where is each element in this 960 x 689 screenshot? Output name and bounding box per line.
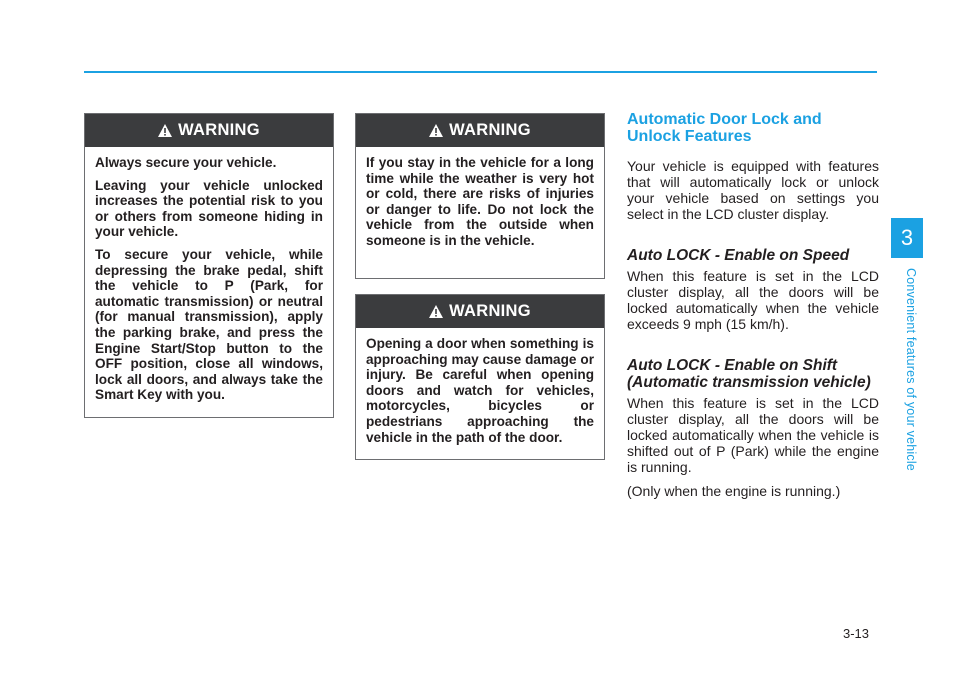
section-title xyxy=(627,112,879,145)
warning-paragraph: Leaving your vehicle unlocked increases the potential risk to you or others from someone hiding in your vehicle. xyxy=(95,177,323,240)
warning-header xyxy=(356,295,604,328)
warning-body xyxy=(356,328,604,453)
warning-body xyxy=(356,147,604,257)
warning-header xyxy=(356,114,604,147)
speed-text: When this feature is set in the LCD cluster display, all the doors will be locked automatically when the vehicle exceeds 9 mph (15 km/h). xyxy=(627,268,879,332)
page-number: 3-13 xyxy=(843,626,870,641)
section-title-line: Automatic Door Lock and xyxy=(627,111,822,128)
warning-label: WARNING xyxy=(449,302,531,320)
shift-subtitle-line: Auto LOCK - Enable on Shift xyxy=(627,357,838,374)
warning-label: WARNING xyxy=(178,121,260,139)
warning-box-hot-cold xyxy=(355,113,605,279)
shift-subtitle-line: (Automatic transmission vehicle) xyxy=(627,374,871,391)
chapter-number-tab: 3 xyxy=(891,218,923,258)
warning-paragraph: If you stay in the vehicle for a long time while the weather is very hot or cold, there are risks of injuries or danger to life. Do not lock the vehicle from the outside when someone is in the vehicle. xyxy=(366,155,594,248)
warning-label: WARNING xyxy=(449,121,531,139)
shift-note: (Only when the engine is running.) xyxy=(627,483,841,499)
warning-triangle-icon xyxy=(158,124,172,137)
shift-subtitle xyxy=(627,357,879,391)
warning-paragraph: Opening a door when something is approaching may cause damage or injury. Be careful when opening doors and watch for vehicles, motorcycles, bicycles or pedestrians approaching the vehicle in the path of the door. xyxy=(366,336,594,445)
section-title-line: Unlock Features xyxy=(627,127,752,145)
warning-body xyxy=(85,147,333,411)
auto-lock-section xyxy=(627,112,879,507)
warning-box-opening-door xyxy=(355,294,605,460)
warning-box-secure-vehicle xyxy=(84,113,334,418)
warning-triangle-icon xyxy=(429,305,443,318)
shift-text: When this feature is set in the LCD cluster display, all the doors will be locked automatically when the vehicle is shifted out of P (Park) while the engine is running. xyxy=(627,395,879,475)
warning-paragraph: To secure your vehicle, while depressing the brake pedal, shift the vehicle to P (Park, for automatic transmission) or neutral (for manual transmission), apply the parking brake, and press the Engine Start/Stop button to the OFF position, close all windows, lock all doors, and always take the Smart Key with you. xyxy=(95,246,323,403)
warning-header xyxy=(85,114,333,147)
speed-subtitle: Auto LOCK - Enable on Speed xyxy=(627,247,850,264)
section-intro: Your vehicle is equipped with features that will automatically lock or unlock your vehicle based on settings you select in the LCD cluster display. xyxy=(627,158,879,222)
chapter-title: Convenient features of your vehicle xyxy=(904,268,918,471)
warning-triangle-icon xyxy=(429,124,443,137)
warning-paragraph: Always secure your vehicle. xyxy=(95,155,277,170)
top-rule xyxy=(84,71,877,73)
